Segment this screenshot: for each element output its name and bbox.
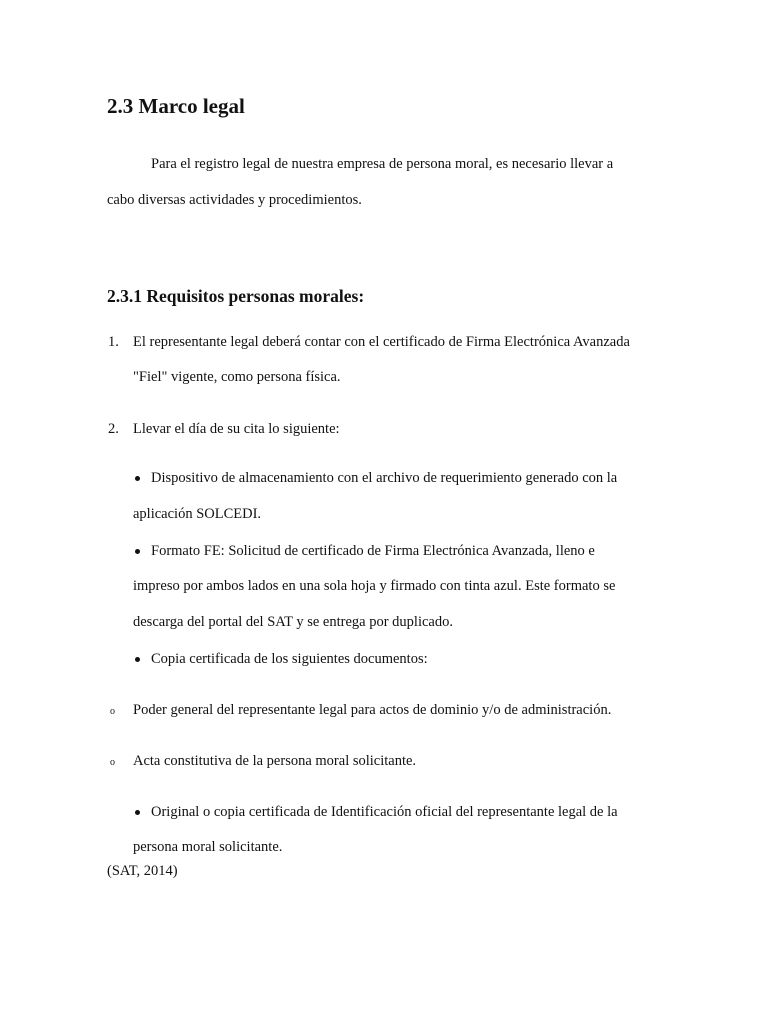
list-number-1: 1.	[108, 334, 119, 350]
intro-paragraph-line-2: cabo diversas actividades y procedimientos.	[107, 192, 362, 208]
bullet-item-2-line-1: Formato FE: Solicitud de certificado de Firma Electrónica Avanzada, lleno e	[151, 543, 595, 559]
bullet-item-1-line-2: aplicación SOLCEDI.	[133, 506, 262, 522]
bullet-icon	[135, 657, 140, 662]
intro-paragraph-line-1: Para el registro legal de nuestra empresa de persona moral, es necesario llevar a	[151, 156, 614, 172]
bullet-item-1-line-1: Dispositivo de almacenamiento con el archivo de requerimiento generado con la	[151, 470, 618, 486]
numbered-item-1-line-2: "Fiel" vigente, como persona física.	[133, 369, 341, 385]
numbered-item-1-line-1: El representante legal deberá contar con el certificado de Firma Electrónica Avanzada	[133, 334, 630, 350]
bullet-item-4-line-2: persona moral solicitante.	[133, 839, 283, 855]
list-number-2: 2.	[108, 421, 119, 437]
sub-item-marker-1: o	[110, 706, 115, 717]
bullet-item-4-line-1: Original o copia certificada de Identificación oficial del representante legal de la	[151, 804, 618, 820]
bullet-item-3-line-1: Copia certificada de los siguientes documentos:	[151, 651, 428, 667]
section-title: 2.3 Marco legal	[107, 94, 245, 118]
bullet-icon	[135, 549, 140, 554]
bullet-item-2-line-3: descarga del portal del SAT y se entrega por duplicado.	[133, 614, 453, 630]
sub-item-1-text: Poder general del representante legal para actos de dominio y/o de administración.	[133, 702, 612, 718]
bullet-icon	[135, 810, 140, 815]
citation: (SAT, 2014)	[107, 863, 178, 879]
subsection-title: 2.3.1 Requisitos personas morales:	[107, 286, 365, 306]
sub-item-2-text: Acta constitutiva de la persona moral solicitante.	[133, 753, 417, 769]
bullet-item-2-line-2: impreso por ambos lados en una sola hoja y firmado con tinta azul. Este formato se	[133, 578, 616, 594]
bullet-icon	[135, 476, 140, 481]
numbered-item-2-line-1: Llevar el día de su cita lo siguiente:	[133, 421, 340, 437]
sub-item-marker-2: o	[110, 757, 115, 768]
